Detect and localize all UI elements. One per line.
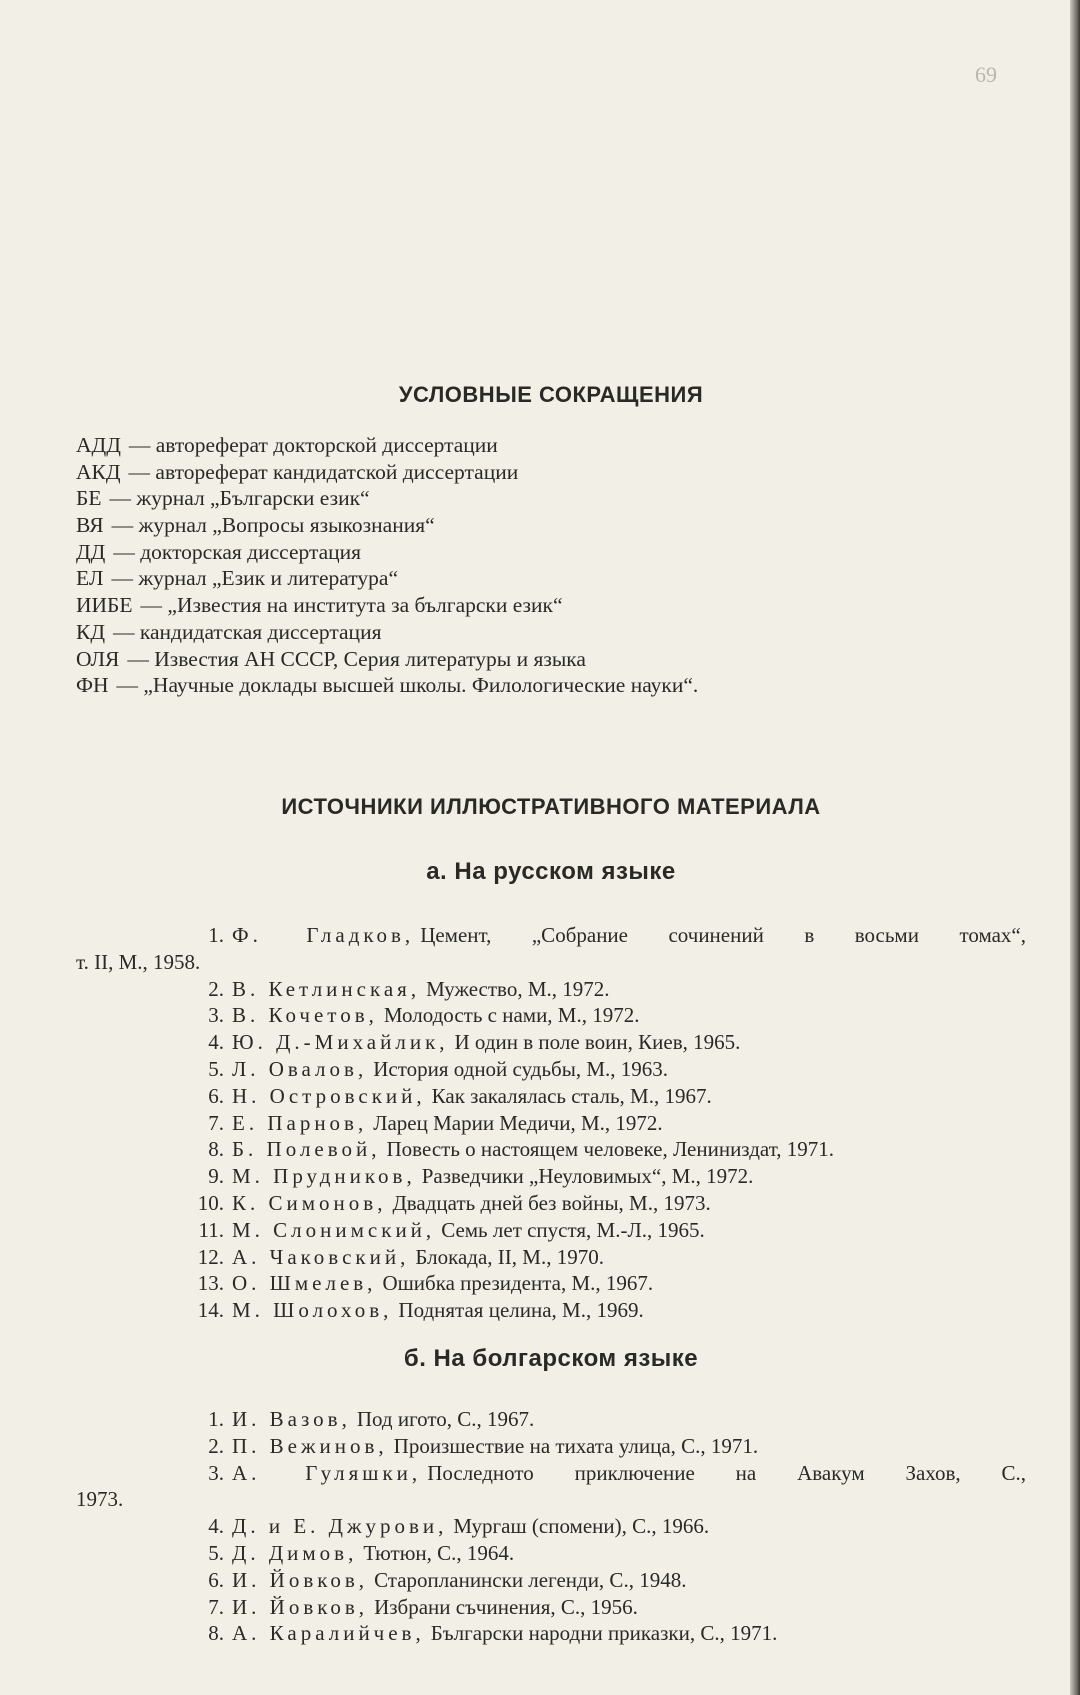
source-number: 3. [208, 1003, 224, 1028]
source-author: В. Кочетов, [232, 1003, 378, 1028]
source-author: К. Симонов, [232, 1190, 387, 1215]
abbreviation-meaning: — журнал „Вопросы языкознания“ [111, 513, 435, 538]
source-item [76, 1244, 1026, 1271]
source-continuation: 1973. [76, 1487, 124, 1512]
source-text: Български народни приказки, С., 1971. [430, 1621, 778, 1646]
russian-sources-list [76, 922, 1026, 1324]
source-text: Двадцать дней без войны, М., 1973. [392, 1190, 711, 1215]
source-text: Старопланински легенди, С., 1948. [374, 1567, 687, 1592]
abbreviation-term: ОЛЯ [76, 646, 120, 671]
abbreviation-term: ЕЛ [76, 566, 104, 591]
source-author: П. Вежинов, [232, 1433, 388, 1458]
abbreviation-term: ФН [76, 673, 109, 698]
source-author: Д. Димов, [232, 1540, 358, 1565]
source-author: Л. Овалов, [232, 1056, 368, 1081]
source-item [76, 1433, 1026, 1460]
abbreviation-meaning: — „Научные доклады высшей школы. Филологические науки“. [116, 673, 699, 698]
source-author: А. Чаковский, [232, 1244, 410, 1269]
abbreviation-item [76, 485, 698, 512]
source-text: Избрани съчинения, С., 1956. [374, 1594, 638, 1619]
source-text: И один в поле воин, Киев, 1965. [454, 1030, 741, 1055]
source-continuation: т. II, М., 1958. [76, 949, 201, 974]
source-number: 5. [208, 1540, 224, 1565]
source-author: Е. Парнов, [232, 1110, 368, 1135]
source-author: Н. Островский, [232, 1083, 426, 1108]
source-number: 4. [208, 1030, 224, 1055]
abbreviation-term: ВЯ [76, 513, 104, 538]
source-text: Под игото, С., 1967. [356, 1407, 535, 1431]
russian-sources-title: а. На русском языке [426, 858, 676, 885]
abbreviation-meaning: — автореферат кандидатской диссертации [128, 459, 519, 484]
source-author: М. Слонимский, [232, 1217, 436, 1242]
source-item [76, 1297, 1026, 1324]
source-author: А. Каралийчев, [232, 1621, 425, 1646]
source-text: Цемент, „Собрание сочинений в восьми томах“, [420, 923, 1026, 947]
source-author: М. Прудников, [232, 1164, 416, 1189]
abbreviation-item [76, 672, 698, 699]
source-number: 9. [208, 1164, 224, 1189]
source-item [76, 922, 1026, 949]
abbreviation-item [76, 459, 698, 486]
source-number: 10. [197, 1190, 224, 1215]
source-number: 8. [208, 1621, 224, 1646]
abbreviation-item [76, 539, 698, 566]
source-text: Последното приключение на Авакум Захов, С., [427, 1460, 1027, 1485]
abbreviation-meaning: — кандидатская диссертация [113, 619, 382, 644]
source-number: 5. [208, 1056, 224, 1081]
abbreviation-item [76, 432, 698, 459]
source-item [76, 1540, 1026, 1567]
source-text: Ларец Марии Медичи, М., 1972. [373, 1110, 663, 1135]
abbreviation-term: АКД [76, 459, 121, 484]
abbreviation-term: КД [76, 619, 106, 644]
abbreviation-term: БЕ [76, 486, 102, 511]
abbreviation-item [76, 512, 698, 539]
source-number: 1. [208, 923, 224, 947]
source-number: 2. [208, 1433, 224, 1458]
source-item [76, 1406, 1026, 1433]
source-item [76, 1460, 1026, 1487]
abbreviation-item [76, 592, 698, 619]
source-author: И. Вазов, [232, 1407, 351, 1431]
source-item [76, 1110, 1026, 1137]
abbreviation-meaning: — журнал „Език и литература“ [111, 566, 398, 591]
source-number: 6. [208, 1567, 224, 1592]
source-item [76, 1163, 1026, 1190]
source-author: Ю. Д.-Михайлик, [232, 1030, 449, 1055]
source-author: М. Шолохов, [232, 1298, 393, 1323]
page-edge [1070, 0, 1080, 1695]
abbreviation-meaning: — Известия АН СССР, Серия литературы и языка [127, 646, 586, 671]
source-text: Разведчики „Неуловимых“, М., 1972. [421, 1164, 754, 1189]
source-author: О. Шмелев, [232, 1271, 377, 1296]
source-text: Тютюн, С., 1964. [363, 1540, 515, 1565]
source-author: Б. Полевой, [232, 1137, 381, 1162]
source-item [76, 1056, 1026, 1083]
abbreviation-term: ДД [76, 539, 106, 564]
source-item [76, 1217, 1026, 1244]
sources-title: ИСТОЧНИКИ ИЛЛЮСТРАТИВНОГО МАТЕРИАЛА [281, 794, 821, 819]
source-text: Блокада, II, М., 1970. [415, 1244, 604, 1269]
source-item [76, 1594, 1026, 1621]
source-text: Поднятая целина, М., 1969. [398, 1298, 644, 1323]
source-number: 6. [208, 1083, 224, 1108]
source-item [76, 1136, 1026, 1163]
source-item [76, 1513, 1026, 1540]
source-number: 7. [208, 1594, 224, 1619]
source-text: Мужество, М., 1972. [426, 976, 610, 1001]
source-author: Д. и Е. Джурови, [232, 1514, 448, 1539]
source-item [76, 1567, 1026, 1594]
abbreviation-term: ИИБЕ [76, 593, 133, 618]
source-author: Ф. Гладков, [232, 923, 415, 947]
source-number: 2. [208, 976, 224, 1001]
source-text: Ошибка президента, М., 1967. [382, 1271, 654, 1296]
abbreviations-title: УСЛОВНЫЕ СОКРАЩЕНИЯ [398, 382, 704, 407]
abbreviation-meaning: — автореферат докторской диссертации [128, 433, 498, 457]
source-author: А. Гуляшки, [232, 1460, 422, 1485]
source-text: История одной судьбы, М., 1963. [373, 1056, 668, 1081]
source-text: Как закалялась сталь, М., 1967. [431, 1083, 712, 1108]
source-item [76, 1270, 1026, 1297]
bulgarian-sources-title: б. На болгарском языке [403, 1345, 699, 1372]
abbreviation-item [76, 646, 698, 673]
source-text: Произшествие на тихата улица, С., 1971. [393, 1433, 759, 1458]
source-text: Молодость с нами, М., 1972. [383, 1003, 640, 1028]
abbreviation-item [76, 619, 698, 646]
source-number: 13. [197, 1271, 224, 1296]
source-item [76, 1002, 1026, 1029]
abbreviation-item [76, 565, 698, 592]
source-author: И. Йовков, [232, 1594, 369, 1619]
source-number: 4. [208, 1514, 224, 1539]
source-number: 3. [208, 1460, 224, 1485]
source-number: 1. [208, 1407, 224, 1431]
source-author: В. Кетлинская, [232, 976, 421, 1001]
source-number: 7. [208, 1110, 224, 1135]
abbreviations-list [76, 432, 698, 699]
source-number: 12. [197, 1244, 224, 1269]
source-number: 14. [197, 1298, 224, 1323]
running-head: 69 [975, 62, 997, 87]
source-item [76, 1190, 1026, 1217]
source-text: Семь лет спустя, М.-Л., 1965. [441, 1217, 705, 1242]
source-number: 8. [208, 1137, 224, 1162]
bulgarian-sources-list [76, 1406, 1026, 1647]
source-text: Повесть о настоящем человеке, Лениниздат, 1971. [386, 1137, 835, 1162]
source-item [76, 1083, 1026, 1110]
source-author: И. Йовков, [232, 1567, 369, 1592]
source-item [76, 976, 1026, 1003]
abbreviation-term: АДД [76, 433, 121, 457]
source-number: 11. [198, 1217, 224, 1242]
abbreviation-meaning: — журнал „Български език“ [109, 486, 370, 511]
abbreviation-meaning: — докторская диссертация [113, 539, 362, 564]
source-item [76, 1029, 1026, 1056]
source-text: Мургаш (спомени), С., 1966. [453, 1514, 710, 1539]
source-item [76, 1620, 1026, 1647]
abbreviation-meaning: — „Известия на института за български език“ [140, 593, 563, 618]
